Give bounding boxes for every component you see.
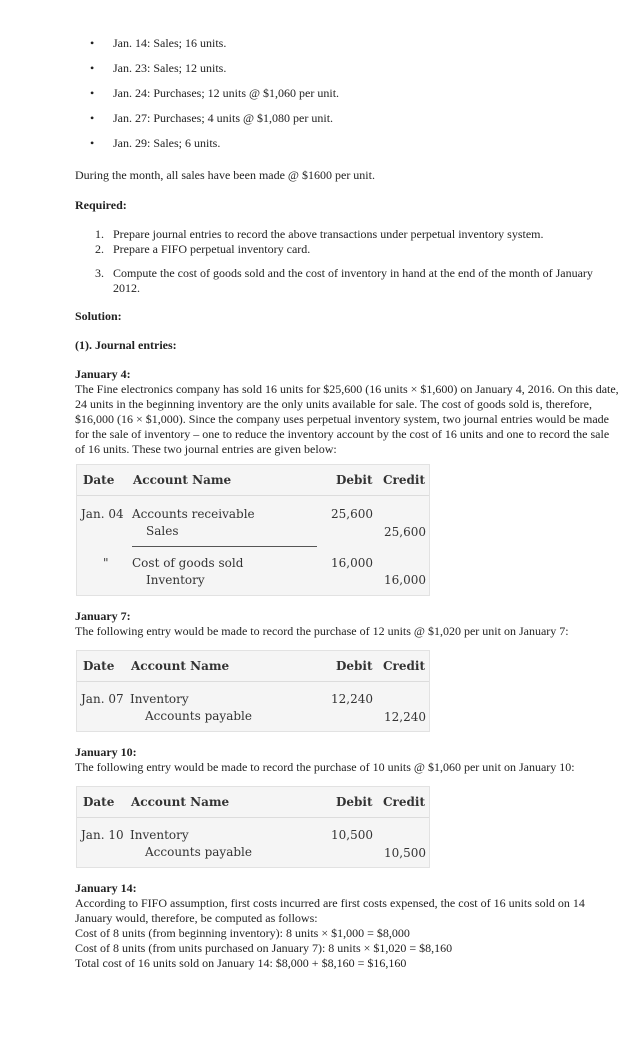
solution-heading: Solution:	[75, 309, 122, 323]
required-heading: Required:	[75, 198, 127, 212]
bullet-icon: •	[90, 136, 95, 150]
header-debit: Debit	[336, 659, 373, 673]
header-debit: Debit	[336, 795, 373, 809]
required-list	[75, 227, 620, 296]
list-item: • Jan. 29: Sales; 6 units.	[90, 136, 221, 150]
header-account: Account Name	[131, 659, 230, 673]
row-debit: 16,000	[331, 556, 373, 570]
journal-table-jan4	[76, 464, 430, 596]
jan7-text: The following entry would be made to record the purchase of 12 units @ $1,020 per unit on January 7:	[75, 624, 569, 638]
list-item: 3. Compute the cost of goods sold and the cost of inventory in hand at the end of the month of January 2012.	[95, 266, 593, 295]
transaction-list	[75, 36, 615, 161]
row-debit: 12,240	[331, 692, 373, 706]
jan14-total-line: Total cost of 16 units sold on January 14: $8,000 + $8,160 = $16,160	[75, 956, 407, 970]
jan10-text: The following entry would be made to record the purchase of 10 units @ $1,060 per unit on January 10:	[75, 760, 575, 774]
jan14-cost-line: Cost of 8 units (from units purchased on January 7): 8 units × $1,020 = $8,160	[75, 941, 453, 955]
header-credit: Credit	[383, 473, 425, 487]
header-credit: Credit	[383, 659, 425, 673]
row-date: Jan. 10	[81, 828, 124, 842]
header-credit: Credit	[383, 795, 425, 809]
list-item: 2. Prepare a FIFO perpetual inventory card.	[95, 242, 311, 256]
jan14-text: According to FIFO assumption, first costs incurred are first costs expensed, the cost of 16 units sold on 14 January would, therefore, be computed as follows:	[75, 896, 585, 925]
row-credit: 16,000	[384, 573, 426, 587]
jan7-heading: January 7:	[75, 609, 131, 623]
sales-note: During the month, all sales have been made @ $1600 per unit.	[75, 168, 375, 182]
row-account: Cost of goods sold	[132, 556, 244, 570]
entry-divider	[132, 546, 317, 547]
header-debit: Debit	[336, 473, 373, 487]
row-account: Sales	[146, 524, 179, 538]
row-date: Jan. 04	[81, 507, 124, 521]
row-credit: 10,500	[384, 846, 426, 860]
table-header	[77, 787, 429, 818]
ditto-mark: "	[103, 556, 109, 570]
jan14-cost-line: Cost of 8 units (from beginning inventory): 8 units × $1,000 = $8,000	[75, 926, 410, 940]
table-header	[77, 651, 429, 682]
jan14-heading: January 14:	[75, 881, 137, 895]
jan10-heading: January 10:	[75, 745, 137, 759]
row-credit: 12,240	[384, 710, 426, 724]
bullet-icon: •	[90, 61, 95, 75]
row-account: Inventory	[146, 573, 205, 587]
row-account: Inventory	[130, 828, 189, 842]
list-item: 1. Prepare journal entries to record the above transactions under perpetual inventory system.	[95, 227, 544, 241]
bullet-icon: •	[90, 36, 95, 50]
row-debit: 25,600	[331, 507, 373, 521]
header-date: Date	[83, 659, 115, 673]
list-item: • Jan. 14: Sales; 16 units.	[90, 36, 227, 50]
row-account: Accounts payable	[145, 709, 252, 723]
bullet-icon: •	[90, 111, 95, 125]
jan4-text: The Fine electronics company has sold 16 units for $25,600 (16 units × $1,600) on January 4, 2016. On this date, 24 units in the beginning inventory are the only units available for sale. The cost of goods sold is, therefore, $16,000 (16 × $1,000). Since the company uses perpetual inventory system, two journal entries would be made for the sale of inventory – one to reduce the inventory account by the cost of 16 units and one to record the sale of 16 units. These two journal entries are given below:	[75, 382, 619, 456]
row-account: Inventory	[130, 692, 189, 706]
row-account: Accounts payable	[145, 845, 252, 859]
journal-table-jan10	[76, 786, 430, 868]
header-account: Account Name	[131, 795, 230, 809]
list-item: • Jan. 23: Sales; 12 units.	[90, 61, 227, 75]
header-account: Account Name	[133, 473, 232, 487]
row-credit: 25,600	[384, 525, 426, 539]
header-date: Date	[83, 795, 115, 809]
journal-heading: (1). Journal entries:	[75, 338, 177, 352]
journal-table-jan7	[76, 650, 430, 732]
jan4-heading: January 4:	[75, 367, 131, 381]
row-date: Jan. 07	[81, 692, 124, 706]
bullet-icon: •	[90, 86, 95, 100]
table-header	[77, 465, 429, 496]
row-account: Accounts receivable	[132, 507, 255, 521]
list-item: • Jan. 27: Purchases; 4 units @ $1,080 per unit.	[90, 111, 334, 125]
header-date: Date	[83, 473, 115, 487]
list-item: • Jan. 24: Purchases; 12 units @ $1,060 per unit.	[90, 86, 340, 100]
row-debit: 10,500	[331, 828, 373, 842]
